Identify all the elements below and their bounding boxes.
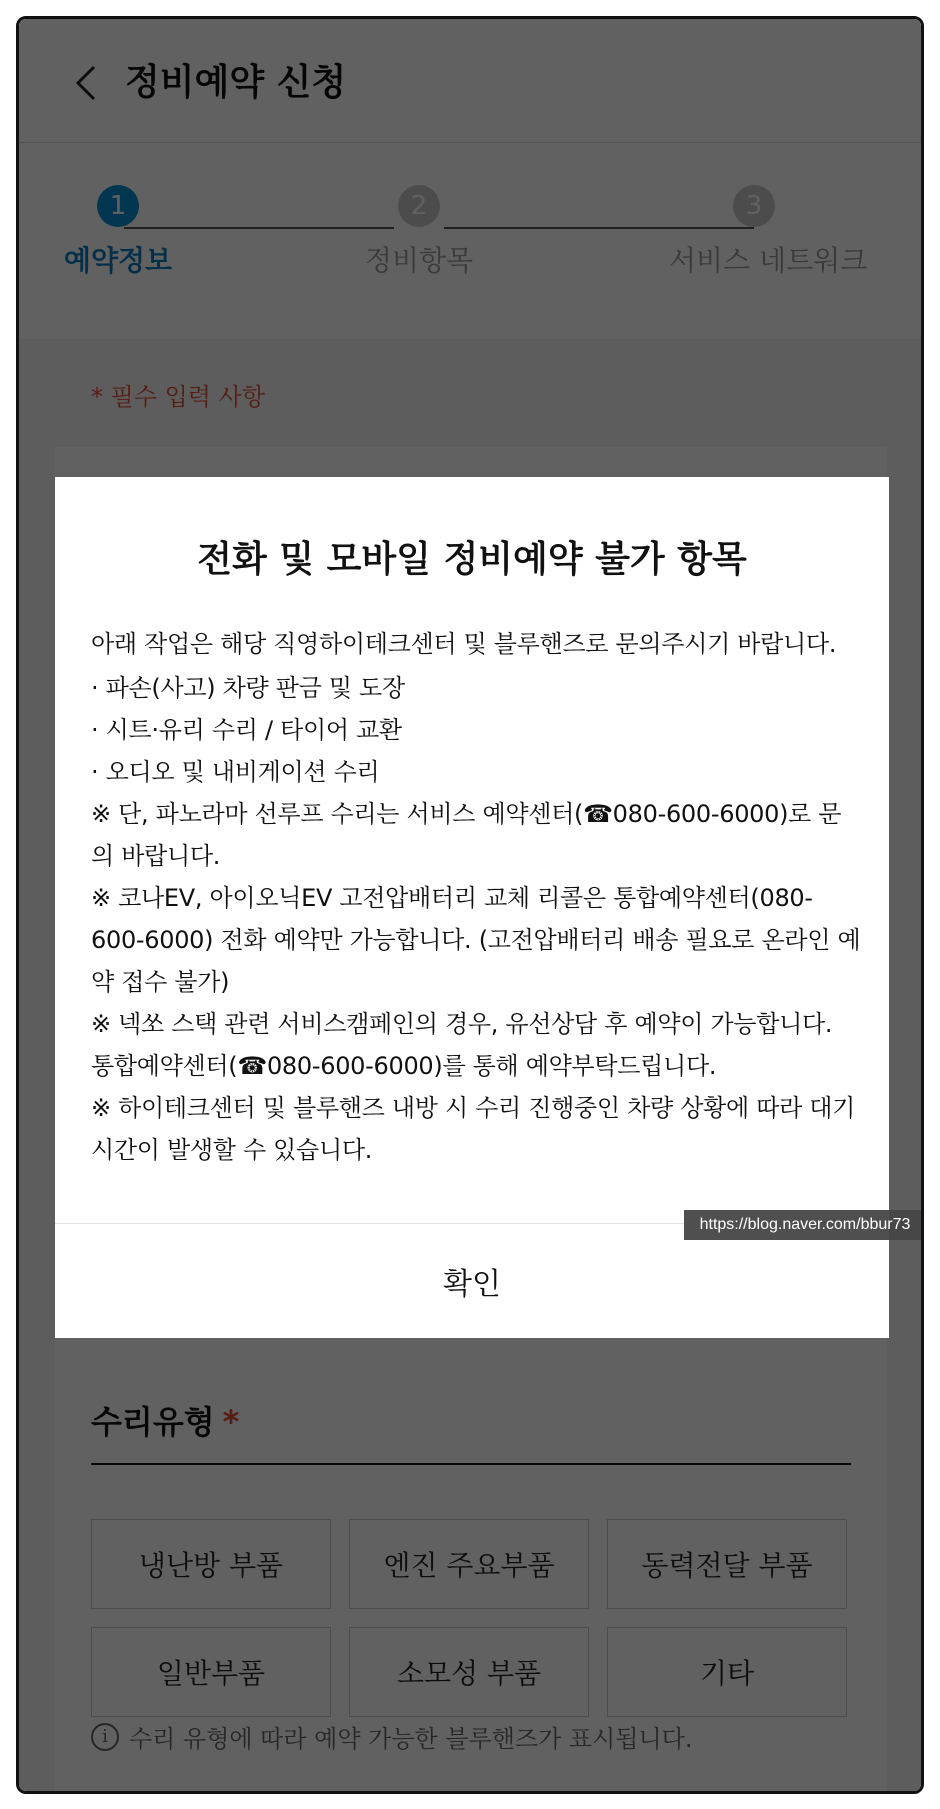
modal-title: 전화 및 모바일 정비예약 불가 항목 (197, 539, 747, 580)
modal-line: ※ 하이테크센터 및 블루핸즈 내방 시 수리 진행중인 차량 상황에 따라 대기시간이 발생할 수 있습니다. (91, 1094, 856, 1164)
phone-frame (16, 16, 924, 1794)
modal-body (91, 623, 861, 1171)
modal-line: · 오디오 및 내비게이션 수리 (91, 758, 380, 786)
modal-line: ※ 단, 파노라마 선루프 수리는 서비스 예약센터(☎080-600-6000)로 문의 바랍니다. (91, 800, 842, 870)
modal-line: · 파손(사고) 차량 판금 및 도장 (91, 674, 405, 702)
confirm-button[interactable]: 확인 (55, 1224, 889, 1338)
modal-line: ※ 넥쏘 스택 관련 서비스캠페인의 경우, 유선상담 후 예약이 가능합니다. 통합예약센터(☎080-600-6000)를 통해 예약부탁드립니다. (91, 1010, 833, 1080)
notice-modal (55, 477, 889, 1338)
modal-line: 아래 작업은 해당 직영하이테크센터 및 블루핸즈로 문의주시기 바랍니다. (91, 630, 837, 658)
modal-line: · 시트·유리 수리 / 타이어 교환 (91, 716, 402, 744)
modal-line: ※ 코나EV, 아이오닉EV 고전압배터리 교체 리콜은 통합예약센터(080-600-6000) 전화 예약만 가능합니다. (고전압배터리 배송 필요로 온라인 예약 접수 불가) (91, 884, 861, 996)
blog-watermark: https://blog.naver.com/bbur73 (684, 1210, 924, 1240)
